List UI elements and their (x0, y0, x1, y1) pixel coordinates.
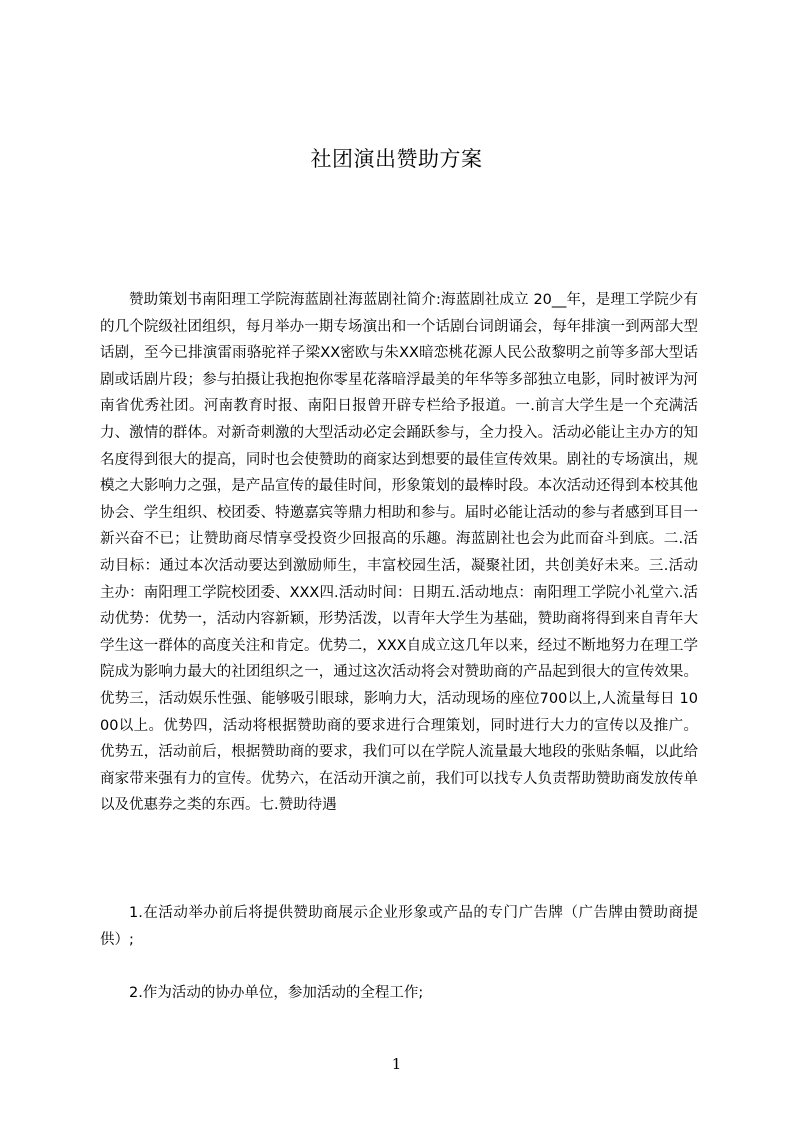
document-title: 社团演出赞助方案 (310, 147, 483, 171)
sponsor-benefit-item-1: 1.在活动举办前后将提供赞助商展示企业形象或产品的专门广告牌（广告牌由赞助商提供）; (100, 905, 698, 948)
intro-paragraph: 赞助策划书南阳理工学院海蓝剧社海蓝剧社简介:海蓝剧社成立 20__年，是理工学院少有的几个院级社团组织，每月举办一期专场演出和一个话剧台词朗诵会，每年排演一到两部大型话剧，至今已排演雷雨骆驼祥子梁XX密欧与朱XX暗恋桃花源人民公敌黎明之前等多部大型话剧或话剧片段；参与拍摄让我抱抱你零星花落暗浮最美的年华等多部独立电影，同时被评为河南省优秀社团。河南教育时报、南阳日报曾开辟专栏给予报道。一.前言大学生是一个充满活力、激情的群体。对新奇刺激的大型活动必定会踊跃参与，全力投入。活动必能让主办方的知名度得到很大的提高，同时也会使赞助的商家达到想要的最佳宣传效果。剧社的专场演出，规模之大影响力之强，是产品宣传的最佳时间，形象策划的最棒时段。本次活动还得到本校其他协会、学生组织、校团委、特邀嘉宾等鼎力相助和参与。届时必能让活动的参与者感到耳目一新兴奋不已；让赞助商尽情享受投资少回报高的乐趣。海蓝剧社也会为此而奋斗到底。二.活动目标：通过本次活动要达到激励师生，丰富校园生活，凝聚社团，共创美好未来。三.活动主办：南阳理工学院校团委、XXX四.活动时间：日期五.活动地点：南阳理工学院小礼堂六.活动优势：优势一，活动内容新颖，形势活泼，以青年大学生为基础，赞助商将得到来自青年大学生这一群体的高度关注和肯定。优势二，XXX自成立这几年以来，经过不断地努力在理工学院成为影响力最大的社团组织之一，通过这次活动将会对赞助商的产品起到很大的宣传效果。优势三，活动娱乐性强、能够吸引眼球，影响力大，活动现场的座位700以上,人流量每日 1000以上。优势四，活动将根据赞助商的要求进行合理策划，同时进行大力的宣传以及推广。优势五，活动前后，根据赞助商的要求，我们可以在学院人流量最大地段的张贴条幅，以此给商家带来强有力的宣传。优势六，在活动开演之前，我们可以找专人负责帮助赞助商发放传单以及优惠券之类的东西。七.赞助待遇 (100, 292, 698, 814)
page-number: 1 (391, 1055, 402, 1073)
sponsor-benefit-item-2: 2.作为活动的协办单位，参加活动的全程工作; (129, 985, 424, 1001)
